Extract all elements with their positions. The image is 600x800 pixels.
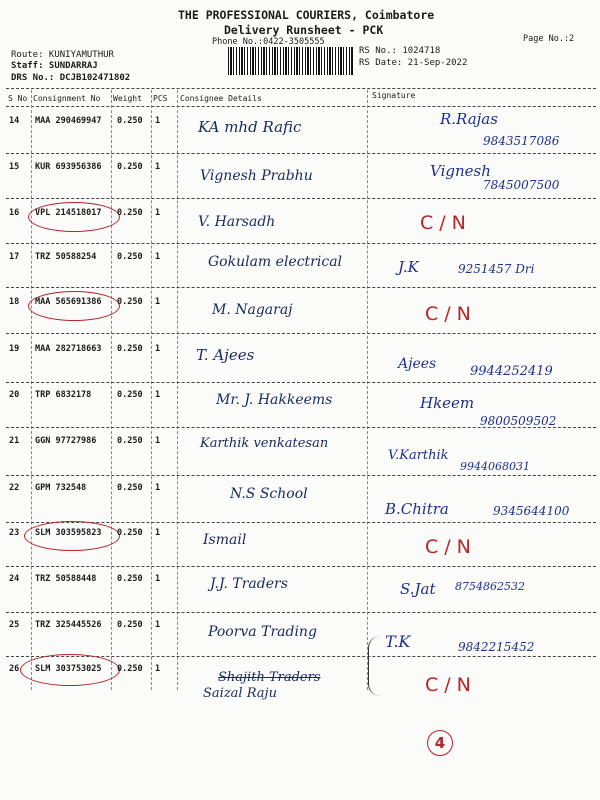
table-header-rule: [6, 106, 596, 107]
row-20-signature: Hkeem: [420, 394, 475, 412]
row-16-signature: C/N: [420, 212, 472, 234]
row-24-phone: 8754862532: [455, 580, 525, 593]
bracket-mark: [368, 636, 381, 696]
row-22-sno: 22: [9, 483, 20, 493]
row-23-signature: C/N: [425, 536, 477, 558]
row-divider: [6, 243, 596, 244]
row-26-sno: 26: [9, 664, 20, 674]
row-22-consignee: N.S School: [230, 486, 308, 502]
row-19-signature: Ajees: [398, 356, 437, 372]
row-20-pcs: 1: [155, 390, 161, 400]
row-17-pcs: 1: [155, 252, 161, 262]
row-divider: [6, 612, 596, 613]
row-17-signature: J.K: [398, 258, 419, 276]
row-14-weight: 0.250: [117, 116, 143, 126]
row-17-consignment: TRZ 50588254: [35, 252, 97, 262]
row-21-phone: 9944068031: [460, 460, 530, 473]
row-14-sno: 14: [9, 116, 20, 126]
row-15-signature: Vignesh: [430, 162, 491, 180]
column-header-sno: S No: [8, 94, 28, 103]
column-header-signature: Signature: [372, 91, 416, 100]
row-18-consignment: MAA 565691386: [35, 297, 102, 307]
row-22-pcs: 1: [155, 483, 161, 493]
column-header-consignee: Consignee Details: [180, 94, 262, 103]
row-17-weight: 0.250: [117, 252, 143, 262]
row-20-sno: 20: [9, 390, 20, 400]
column-divider: [111, 90, 112, 690]
row-25-consignment: TRZ 325445526: [35, 620, 102, 630]
row-26-consignee-struck: Shajith Traders: [218, 670, 321, 685]
table-top-rule: [6, 88, 596, 89]
row-divider: [6, 566, 596, 567]
row-24-weight: 0.250: [117, 574, 143, 584]
row-25-weight: 0.250: [117, 620, 143, 630]
row-23-weight: 0.250: [117, 528, 143, 538]
row-17-consignee: Gokulam electrical: [208, 254, 343, 270]
row-divider: [6, 287, 596, 288]
row-18-sno: 18: [9, 297, 20, 307]
row-20-weight: 0.250: [117, 390, 143, 400]
row-15-phone: 7845007500: [483, 178, 560, 192]
row-17-sno: 17: [9, 252, 20, 262]
runsheet-title: Delivery Runsheet - PCK: [224, 23, 384, 37]
row-19-consignment: MAA 282718663: [35, 344, 102, 354]
row-16-weight: 0.250: [117, 208, 143, 218]
row-26-consignment: SLM 303753025: [35, 664, 102, 674]
row-16-consignee: V. Harsadh: [198, 214, 276, 230]
row-22-phone: 9345644100: [493, 504, 570, 518]
row-20-phone: 9800509502: [480, 414, 557, 428]
column-divider: [151, 90, 152, 690]
row-14-signature: R.Rajas: [440, 110, 498, 128]
row-23-sno: 23: [9, 528, 20, 538]
row-14-consignee: KA mhd Rafic: [198, 118, 302, 136]
row-19-weight: 0.250: [117, 344, 143, 354]
row-26-signature: C/N: [425, 674, 477, 696]
row-divider: [6, 153, 596, 154]
row-21-weight: 0.250: [117, 436, 143, 446]
row-15-pcs: 1: [155, 162, 161, 172]
row-25-sno: 25: [9, 620, 20, 630]
route: Route: KUNIYAMUTHUR: [11, 50, 114, 60]
row-21-pcs: 1: [155, 436, 161, 446]
row-21-consignment: GGN 97727986: [35, 436, 97, 446]
row-24-sno: 24: [9, 574, 20, 584]
row-23-pcs: 1: [155, 528, 161, 538]
row-25-pcs: 1: [155, 620, 161, 630]
row-20-consignee: Mr. J. Hakkeems: [216, 392, 333, 408]
row-19-sno: 19: [9, 344, 20, 354]
circled-page-mark: 4: [427, 730, 453, 756]
column-divider: [177, 90, 178, 690]
column-divider: [31, 90, 32, 690]
row-25-signature: T.K: [385, 632, 411, 651]
row-20-consignment: TRP 6832178: [35, 390, 92, 400]
page-number: Page No.:2: [523, 34, 575, 44]
row-19-pcs: 1: [155, 344, 161, 354]
row-17-phone: 9251457 Dri: [458, 262, 535, 276]
drs-number: DRS No.: DCJB102471802: [11, 73, 131, 83]
row-24-consignee: J.J. Traders: [210, 576, 288, 592]
row-26-weight: 0.250: [117, 664, 143, 674]
phone-number: Phone No.:0422-3505555: [212, 37, 325, 47]
row-15-sno: 15: [9, 162, 20, 172]
row-25-phone: 9842215452: [458, 640, 535, 654]
row-23-consignee: Ismail: [203, 532, 247, 548]
row-26-consignee-corrected: Saizal Raju: [203, 686, 277, 701]
row-divider: [6, 333, 596, 334]
column-divider: [367, 90, 368, 690]
row-19-consignee: T. Ajees: [196, 346, 255, 364]
row-18-signature: C/N: [425, 303, 477, 325]
row-18-weight: 0.250: [117, 297, 143, 307]
row-divider: [6, 427, 596, 428]
row-24-signature: S.Jat: [400, 580, 436, 598]
row-18-pcs: 1: [155, 297, 161, 307]
company-title: THE PROFESSIONAL COURIERS, Coimbatore: [178, 8, 435, 22]
row-16-pcs: 1: [155, 208, 161, 218]
row-21-sno: 21: [9, 436, 20, 446]
row-15-weight: 0.250: [117, 162, 143, 172]
row-divider: [6, 198, 596, 199]
row-25-consignee: Poorva Trading: [208, 624, 317, 640]
row-16-consignment: VPL 214518017: [35, 208, 102, 218]
staff: Staff: SUNDARRAJ: [11, 61, 98, 71]
barcode: [228, 47, 354, 75]
row-26-pcs: 1: [155, 664, 161, 674]
row-24-consignment: TRZ 50588448: [35, 574, 97, 584]
column-header-pcs: PCS: [153, 94, 168, 103]
row-divider: [6, 382, 596, 383]
row-divider: [6, 475, 596, 476]
row-18-consignee: M. Nagaraj: [212, 302, 293, 318]
row-22-weight: 0.250: [117, 483, 143, 493]
rs-date: RS Date: 21-Sep-2022: [359, 58, 468, 68]
row-19-phone: 9944252419: [470, 364, 553, 379]
column-header-weight: Weight: [113, 94, 142, 103]
column-header-consignment: Consignment No: [33, 94, 101, 103]
row-22-signature: B.Chitra: [385, 500, 449, 518]
row-21-consignee: Karthik venkatesan: [200, 436, 329, 451]
row-14-pcs: 1: [155, 116, 161, 126]
row-21-signature: V.Karthik: [388, 448, 449, 463]
row-23-consignment: SLM 303595823: [35, 528, 102, 538]
row-14-consignment: MAA 290469947: [35, 116, 102, 126]
row-15-consignment: KUR 693956386: [35, 162, 102, 172]
rs-number: RS No.: 1024718: [359, 46, 441, 56]
row-16-sno: 16: [9, 208, 20, 218]
row-22-consignment: GPM 732548: [35, 483, 87, 493]
row-14-phone: 9843517086: [483, 134, 560, 148]
row-15-consignee: Vignesh Prabhu: [200, 168, 313, 184]
row-24-pcs: 1: [155, 574, 161, 584]
